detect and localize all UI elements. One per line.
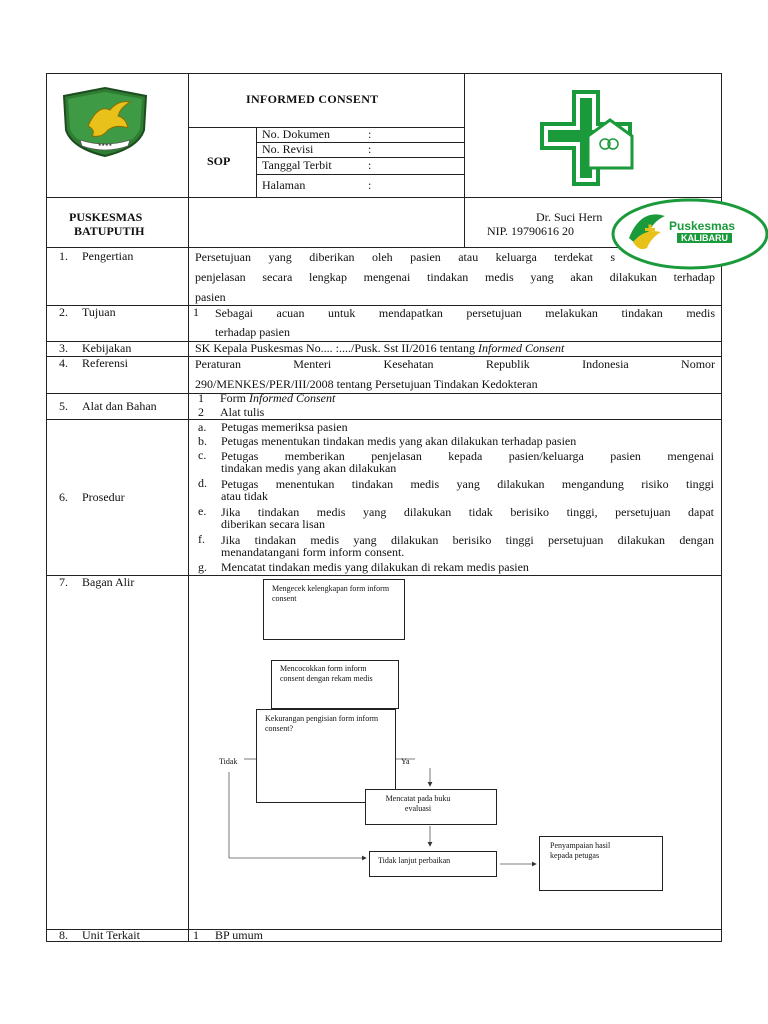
flow-label-tidak: Tidak (219, 757, 238, 766)
flow-box-mencocokkan: Mencocokkan form inform consent dengan rekam medis (271, 660, 399, 709)
flow-label-ya: Ya (401, 757, 410, 766)
svg-text:★★★★: ★★★★ (97, 142, 113, 147)
signer-nip: NIP. 19790616 20 (487, 224, 575, 238)
sop-label: SOP (207, 154, 231, 168)
header-title: INFORMED CONSENT (246, 92, 379, 106)
flow-box-penyampaian: Penyampaian hasil kepada petugas (539, 836, 663, 891)
flow-box-mencatat: Mencatat pada buku evaluasi (365, 789, 497, 825)
flow-box-kekurangan: Kekurangan pengisian form inform consent? (256, 709, 396, 803)
puskesmas-kalibaru-logo: Puskesmas KALIBARU (611, 198, 768, 270)
flow-box-mengecek: Mengecek kelengkapan form inform consent (263, 579, 405, 640)
flow-box-tidak-lanjut: Tidak lanjut perbaikan (369, 851, 497, 877)
signer-name: Dr. Suci Hern (536, 210, 603, 224)
